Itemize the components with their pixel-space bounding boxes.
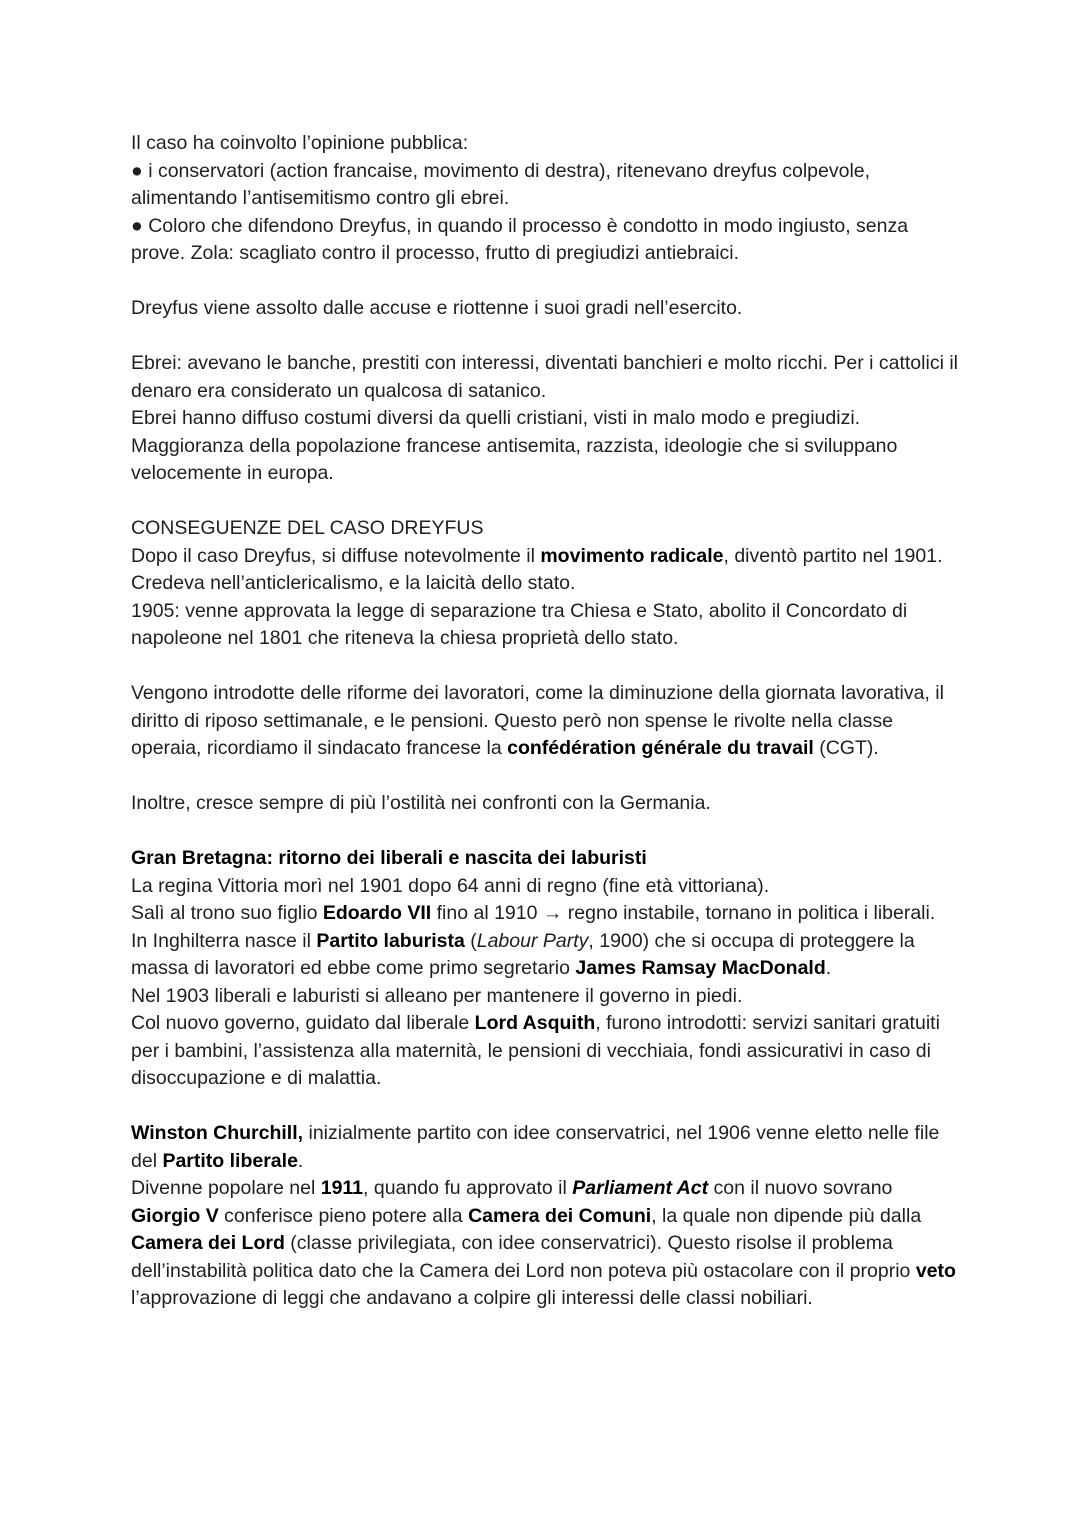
bold-term: Camera dei Lord	[131, 1232, 285, 1254]
paragraph-movimento-radicale: Dopo il caso Dreyfus, si diffuse notevolmente il movimento radicale, diventò partito nel 1901. Credeva nell’anticlericalismo, e la laicità dello stato.	[131, 544, 943, 594]
spacer	[131, 818, 961, 846]
bold-term: Partito laburista	[316, 929, 465, 952]
bold-term: Parliament Act	[572, 1177, 709, 1199]
paragraph-asquith: Col nuovo governo, guidato dal liberale Lord Asquith, furono introdotti: servizi sanitari gratuiti per i bambini, l’assistenza alla maternità, le pensioni di vecchiaia, fondi assicurativi in caso di disoccupazione e di malattia.	[131, 1012, 940, 1089]
paragraph-ebrei-1: Ebrei: avevano le banche, prestiti con interessi, diventati banchieri e molto ricchi. Per i cattolici il denaro era considerato un qualcosa di satanico.	[131, 352, 958, 402]
spacer	[131, 268, 961, 296]
paragraph-vittoria: La regina Vittoria morì nel 1901 dopo 64 anni di regno (fine età vittoriana).	[131, 874, 770, 897]
section-heading-gran-bretagna: Gran Bretagna: ritorno dei liberali e nascita dei laburisti	[131, 847, 647, 869]
paragraph-ebrei-2: Ebrei hanno diffuso costumi diversi da quelli cristiani, visti in malo modo e pregiudizi.	[131, 407, 861, 429]
spacer	[131, 653, 961, 681]
bold-term: 1911	[320, 1177, 364, 1199]
intro-line: Il caso ha coinvolto l’opinione pubblica:	[131, 132, 469, 154]
bold-term: Partito liberale	[162, 1149, 298, 1172]
paragraph-alleanza: Nel 1903 liberali e laburisti si alleano per mantenere il governo in piedi.	[131, 984, 743, 1007]
spacer	[131, 1093, 961, 1121]
paragraph-legge-1905: 1905: venne approvata la legge di separazione tra Chiesa e Stato, abolito il Concordato di napoleone nel 1801 che riteneva la chiesa proprietà dello stato.	[131, 599, 908, 649]
spacer	[131, 763, 961, 791]
paragraph-ebrei-3: Maggioranza della popolazione francese antisemita, razzista, ideologie che si sviluppano velocemente in europa.	[131, 434, 898, 484]
paragraph-laburisti: In Inghilterra nasce il Partito laburista (Labour Party, 1900) che si occupa di proteggere la massa di lavoratori ed ebbe come primo segretario James Ramsay MacDonald.	[131, 929, 915, 979]
bold-term: Giorgio V	[131, 1204, 219, 1227]
document-page	[131, 130, 961, 1313]
paragraph-assolto: Dreyfus viene assolto dalle accuse e riottenne i suoi gradi nell’esercito.	[131, 297, 743, 319]
bold-term: confédération générale du travail	[507, 737, 814, 759]
bold-term: veto	[915, 1259, 956, 1282]
bold-term: Winston Churchill,	[131, 1122, 304, 1144]
spacer	[131, 488, 961, 516]
bullet-difensori: ● Coloro che difendono Dreyfus, in quando il processo è condotto in modo ingiusto, senza prove. Zola: scagliato contro il processo, frutto di pregiudizi antiebraici.	[131, 214, 909, 264]
bold-term: Camera dei Comuni	[468, 1204, 652, 1227]
italic-term: Labour Party	[476, 929, 589, 952]
bold-term: Edoardo VII	[322, 902, 432, 924]
bold-term: Lord Asquith	[474, 1012, 596, 1034]
paragraph-parliament-act: Divenne popolare nel 1911, quando fu approvato il Parliament Act con il nuovo sovrano Giorgio V conferisce pieno potere alla Camera dei Comuni, la quale non dipende più dalla Camera dei Lord (classe privilegiata, con idee conservatrici). Questo risolse il problema dell’instabilità politica dato che la Camera dei Lord non poteva più ostacolare con il proprio veto l’approvazione di leggi che andavano a colpire gli interessi delle classi nobiliari.	[131, 1177, 956, 1309]
paragraph-riforme: Vengono introdotte delle riforme dei lavoratori, come la diminuzione della giornata lavorativa, il diritto di riposo settimanale, e le pensioni. Questo però non spense le rivolte nella classe operaia, ricordiamo il sindacato francese la confédération générale du travail (CGT).	[131, 682, 944, 759]
paragraph-edoardo: Salì al trono suo figlio Edoardo VII fino al 1910 → regno instabile, tornano in politica i liberali.	[131, 902, 936, 924]
bold-term: movimento radicale	[540, 544, 724, 567]
spacer	[131, 323, 961, 351]
bullet-conservatori: ● i conservatori (action francaise, movimento di destra), ritenevano dreyfus colpevole, alimentando l’antisemitismo contro gli ebrei.	[131, 159, 871, 209]
bold-term: James Ramsay MacDonald	[575, 957, 826, 979]
paragraph-churchill: Winston Churchill, inizialmente partito con idee conservatrici, nel 1906 venne eletto nelle file del Partito liberale.	[131, 1122, 940, 1172]
paragraph-germania: Inoltre, cresce sempre di più l’ostilità nei confronti con la Germania.	[131, 792, 711, 814]
section-heading-conseguenze: CONSEGUENZE DEL CASO DREYFUS	[131, 517, 484, 539]
